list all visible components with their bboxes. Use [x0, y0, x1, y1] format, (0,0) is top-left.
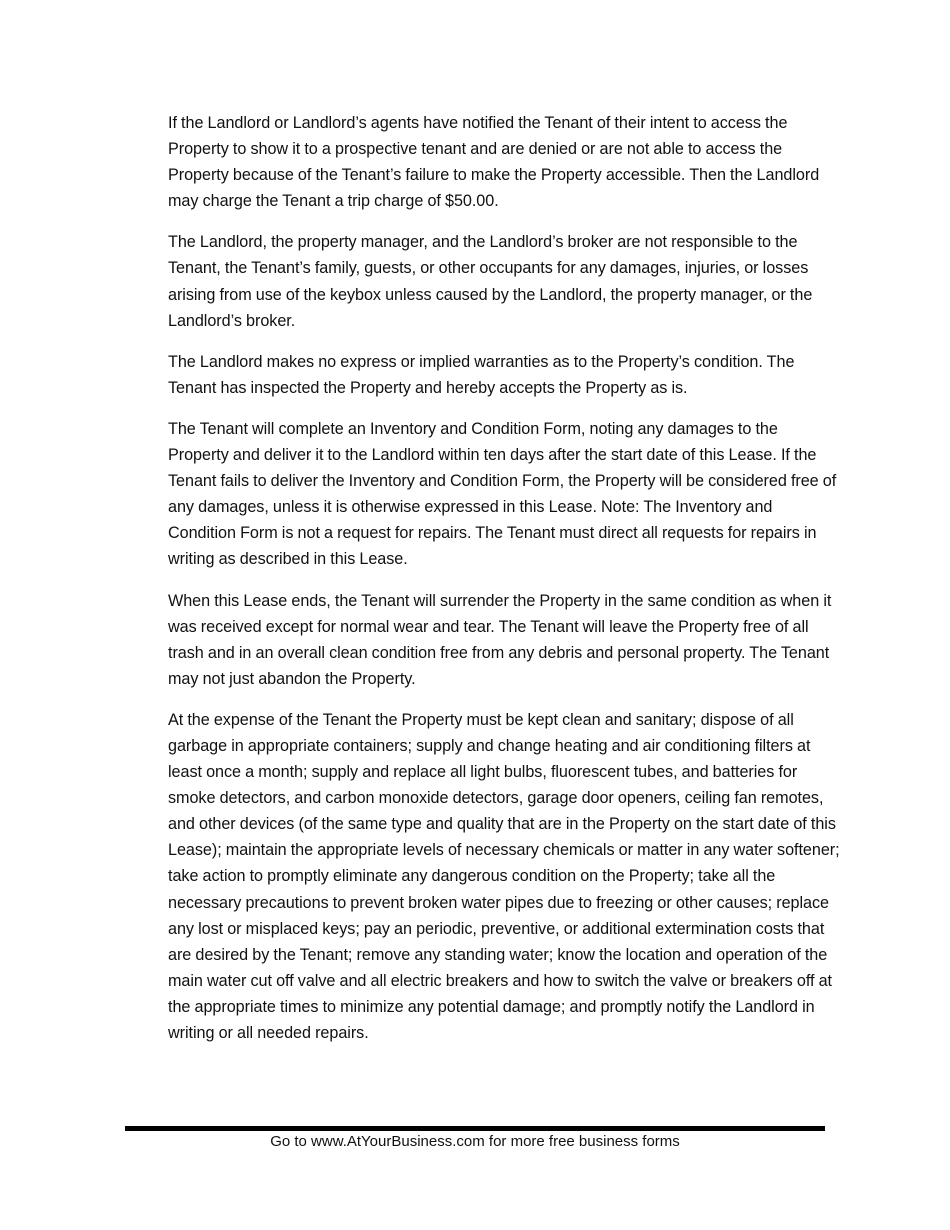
paragraph-no-warranties: The Landlord makes no express or implied warranties as to the Property’s condition. The Tenant has inspected the Property and hereby accepts the Property as is.	[168, 352, 795, 397]
paragraph-access-trip-charge: If the Landlord or Landlord’s agents have notified the Tenant of their intent to access the Property to show it to a prospective tenant and are denied or are not able to access the Property because of the Tenant’s failure to make the Property accessible. Then the Landlord may charge the Tenant a trip charge of $50.00.	[168, 114, 820, 211]
paragraph-keybox-liability: The Landlord, the property manager, and the Landlord’s broker are not responsible to the Tenant, the Tenant’s family, guests, or other occupants for any damages, injuries, or losses arising from use of the keybox unless caused by the Landlord, the property manager, or the Landlord’s broker.	[168, 233, 813, 330]
paragraph-tenant-maintenance: At the expense of the Tenant the Property must be kept clean and sanitary; dispose of all garbage in appropriate containers; supply and change heating and air conditioning filters at least once a month; supply and replace all light bulbs, fluorescent tubes, and batteries for smoke detectors, and carbon monoxide detectors, garage door openers, ceiling fan remotes, and other devices (of the same type and quality that are in the Property on the start date of this Lease); maintain the appropriate levels of necessary chemicals or matter in any water softener; take action to promptly eliminate any dangerous condition on the Property; take all the necessary precautions to prevent broken water pipes due to freezing or other causes; replace any lost or misplaced keys; pay an periodic, preventive, or additional extermination costs that are desired by the Tenant; remove any standing water; know the location and operation of the main water cut off valve and all electric breakers and how to switch the valve or breakers off at the appropriate times to minimize any potential damage; and promptly notify the Landlord in writing or all needed repairs.	[168, 710, 840, 1042]
paragraph-surrender-property: When this Lease ends, the Tenant will surrender the Property in the same condition as when it was received except for normal wear and tear. The Tenant will leave the Property free of all trash and in an overall clean condition free from any debris and personal property. The Tenant may not just abandon the Property.	[168, 591, 832, 688]
paragraph-inventory-condition: The Tenant will complete an Inventory and Condition Form, noting any damages to the Property and deliver it to the Landlord within ten days after the start date of this Lease. If the Tenant fails to deliver the Inventory and Condition Form, the Property will be considered free of any damages, unless it is otherwise expressed in this Lease. Note: The Inventory and Condition Form is not a request for repairs. The Tenant must direct all requests for repairs in writing as described in this Lease.	[168, 419, 837, 569]
document-body	[168, 110, 840, 1061]
footer-note: Go to www.AtYourBusiness.com for more free business forms	[270, 1133, 680, 1150]
